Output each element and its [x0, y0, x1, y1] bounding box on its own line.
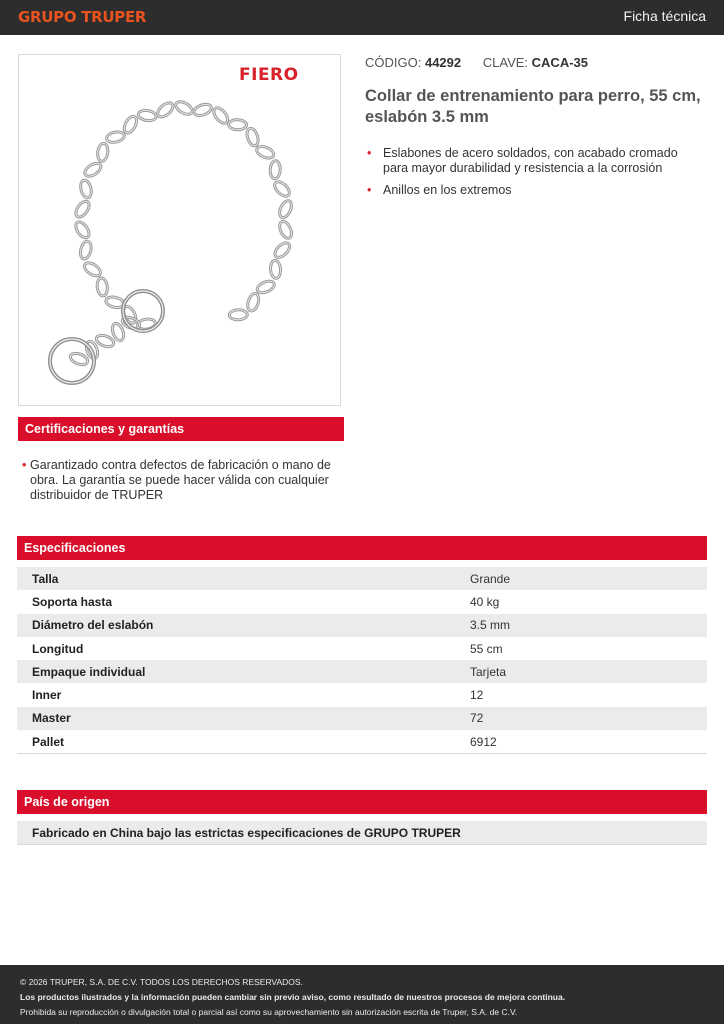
codigo-value: 44292 [424, 55, 462, 70]
sheet-title: Ficha técnica [623, 8, 706, 24]
table-row [17, 590, 707, 613]
spec-value: Tarjeta [470, 664, 507, 679]
footer [0, 965, 724, 1024]
codigo-label: CÓDIGO: [365, 55, 422, 70]
spec-label: Master [32, 711, 71, 726]
feature-list [365, 146, 705, 205]
top-bar [0, 0, 724, 35]
disclaimer-text: Los productos ilustrados y la información pueden cambiar sin previo aviso, como resultado de nuestros procesos de mejora continua. [20, 992, 566, 1002]
spec-label: Talla [32, 571, 59, 586]
spec-value: 3.5 mm [470, 618, 511, 633]
fiero-logo: FIERO [239, 65, 299, 85]
chain-collar-icon [19, 55, 342, 407]
origin-heading: País de origen [17, 790, 707, 814]
spec-value: 12 [470, 688, 484, 703]
feature-item: • Anillos en los extremos [365, 183, 705, 198]
spec-value: Grande [470, 571, 511, 586]
copyright-text: © 2026 TRUPER, S.A. DE C.V. TODOS LOS DERECHOS RESERVADOS. [20, 977, 303, 987]
spec-table [17, 567, 707, 754]
spec-label: Inner [32, 688, 62, 703]
clave-value: CACA-35 [531, 55, 588, 70]
specifications-heading: Especificaciones [17, 536, 707, 560]
table-row [17, 567, 707, 590]
spec-label: Soporta hasta [32, 594, 113, 609]
product-codes [365, 55, 588, 70]
product-image [18, 54, 341, 406]
feature-item: • Eslabones de acero soldados, con acabado cromado para mayor durabilidad y resistencia a la corrosión [365, 146, 705, 176]
spec-value: 72 [470, 711, 484, 726]
origin-text: Fabricado en China bajo las estrictas especificaciones de GRUPO TRUPER [17, 821, 707, 845]
certifications-heading: Certificaciones y garantías [18, 417, 344, 441]
clave-label: CLAVE: [482, 55, 529, 70]
table-row [17, 637, 707, 660]
table-row [17, 707, 707, 730]
spec-value: 40 kg [470, 594, 500, 609]
spec-value: 55 cm [470, 641, 503, 656]
spec-label: Empaque individual [32, 664, 146, 679]
warranty-text: • Garantizado contra defectos de fabricación o mano de obra. La garantía se puede hacer válida con cualquier distribuidor de TRUPER [22, 458, 342, 503]
spec-label: Pallet [32, 734, 65, 749]
product-title: Collar de entrenamiento para perro, 55 cm, eslabón 3.5 mm [365, 87, 701, 126]
table-row [17, 683, 707, 706]
spec-label: Longitud [32, 641, 84, 656]
spec-value: 6912 [470, 734, 497, 749]
table-row [17, 730, 707, 753]
table-row [17, 614, 707, 637]
prohibition-text: Prohibida su reproducción o divulgación total o parcial así como su aprovechamiento sin autorización escrita de Truper, S.A. de C.V. [20, 1007, 518, 1017]
spec-label: Diámetro del eslabón [32, 618, 154, 633]
table-row [17, 660, 707, 683]
grupo-truper-logo: GRUPO TRUPER [18, 8, 147, 26]
